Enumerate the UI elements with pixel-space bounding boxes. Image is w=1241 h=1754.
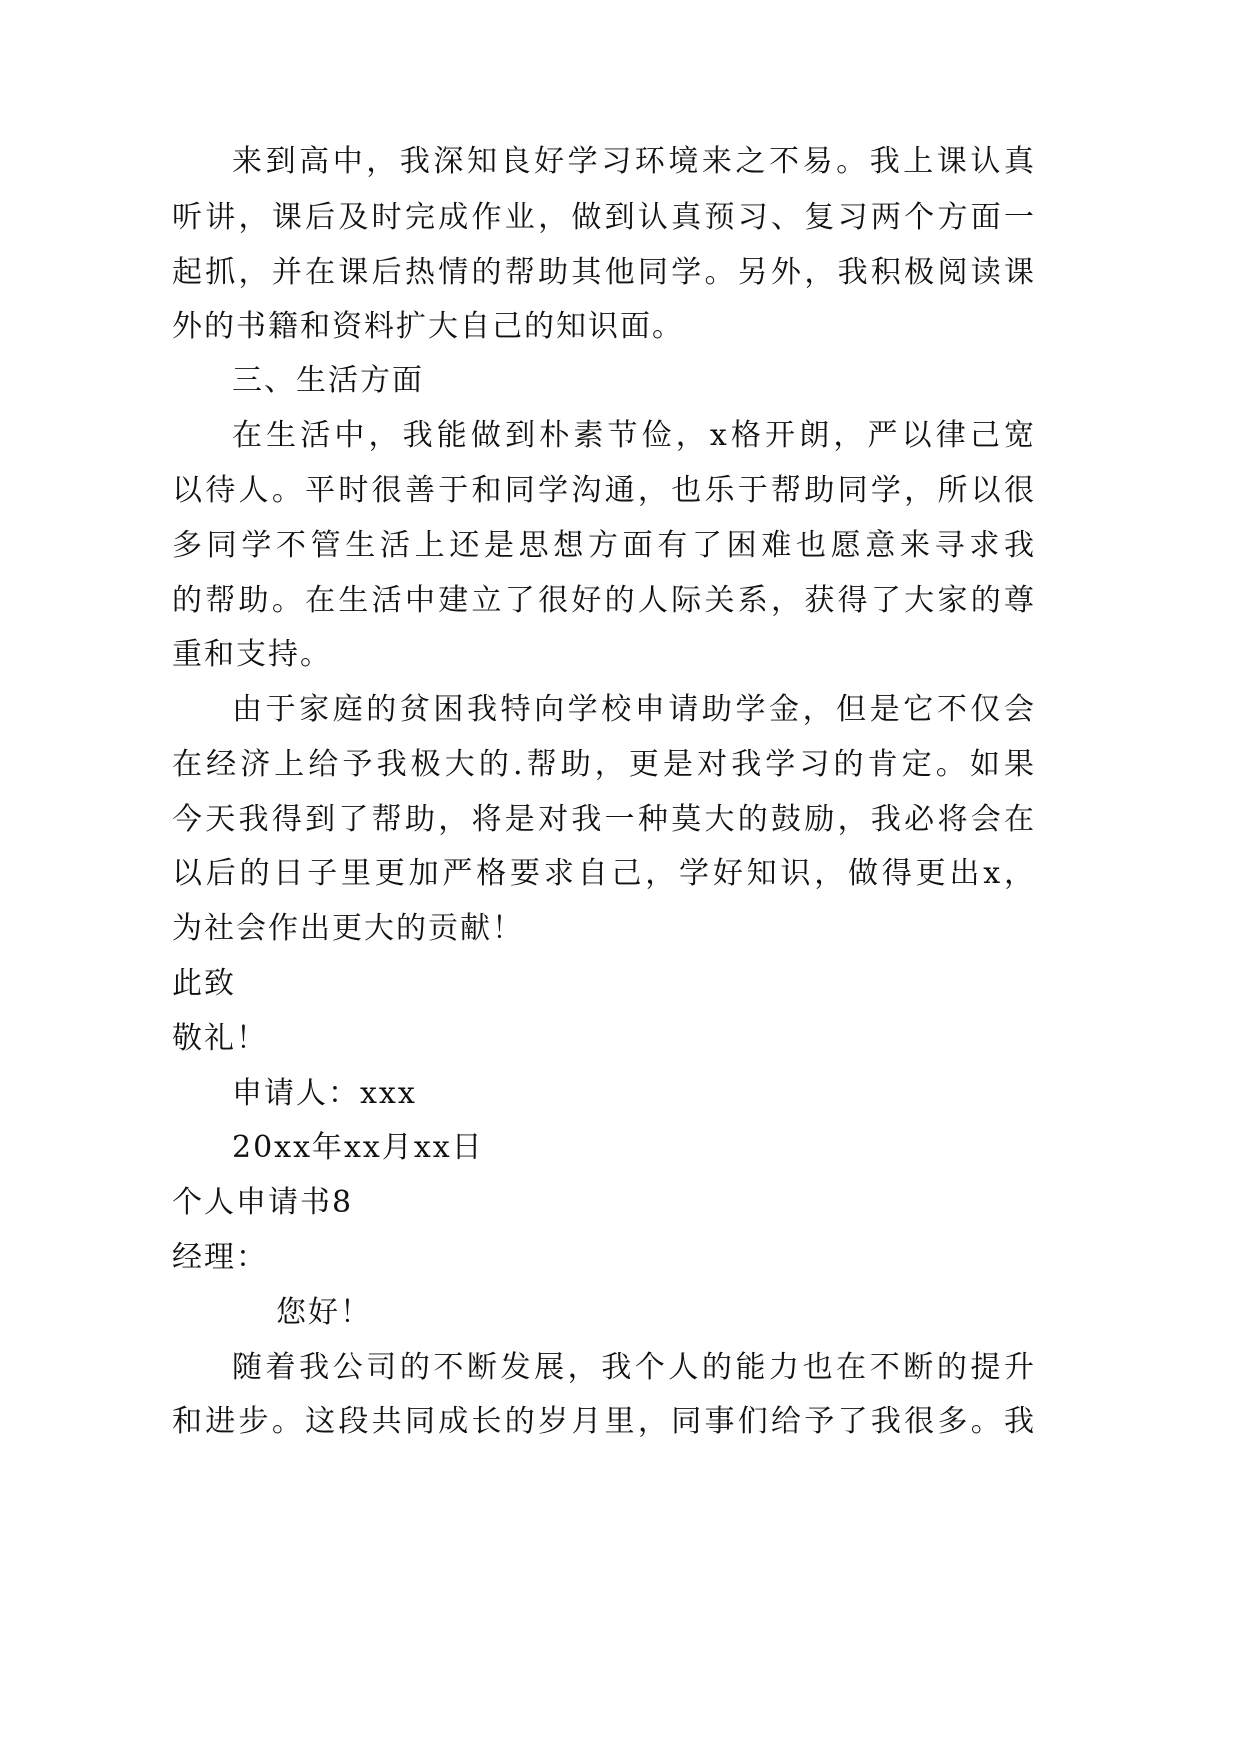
section-heading: 三、生活方面 [232, 363, 424, 398]
paragraph-3-line-2: 在经济上给予我极大的.帮助，更是对我学习的肯定。如果 [172, 747, 1034, 782]
paragraph-2-line-5: 重和支持。 [172, 637, 332, 672]
paragraph-3-line-4: 以后的日子里更加严格要求自己，学好知识，做得更出x， [172, 856, 1034, 891]
paragraph-1-line-3: 起抓，并在课后热情的帮助其他同学。另外，我积极阅读课 [172, 255, 1034, 290]
paragraph-2-line-4: 的帮助。在生活中建立了很好的人际关系，获得了大家的尊 [172, 583, 1034, 618]
paragraph-2-line-3: 多同学不管生活上还是思想方面有了困难也愿意来寻求我 [172, 528, 1034, 563]
salutation: 经理： [172, 1240, 268, 1275]
greeting: 您好！ [276, 1295, 372, 1330]
paragraph-2-line-2: 以待人。平时很善于和同学沟通，也乐于帮助同学，所以很 [172, 473, 1034, 508]
paragraph-3-line-3: 今天我得到了帮助，将是对我一种莫大的鼓励，我必将会在 [172, 802, 1034, 837]
paragraph-3-line-1: 由于家庭的贫困我特向学校申请助学金，但是它不仅会 [232, 692, 1034, 727]
paragraph-1-line-4: 外的书籍和资料扩大自己的知识面。 [172, 309, 684, 344]
paragraph-1-line-2: 听讲，课后及时完成作业，做到认真预习、复习两个方面一 [172, 200, 1034, 235]
closing-line-2: 敬礼！ [172, 1021, 268, 1056]
applicant-signature: 申请人：xxx [232, 1076, 417, 1111]
paragraph-3-line-5: 为社会作出更大的贡献！ [172, 911, 524, 946]
paragraph-1-line-1: 来到高中，我深知良好学习环境来之不易。我上课认真 [232, 144, 1034, 179]
paragraph-4-line-1: 随着我公司的不断发展，我个人的能力也在不断的提升 [232, 1350, 1034, 1385]
signature-date: 20xx年xx月xx日 [232, 1130, 484, 1165]
document-title: 个人申请书8 [172, 1185, 354, 1220]
closing-line-1: 此致 [172, 966, 236, 1001]
paragraph-2-line-1: 在生活中，我能做到朴素节俭，x格开朗，严以律己宽 [232, 418, 1034, 453]
paragraph-4-line-2: 和进步。这段共同成长的岁月里，同事们给予了我很多。我 [172, 1404, 1034, 1439]
